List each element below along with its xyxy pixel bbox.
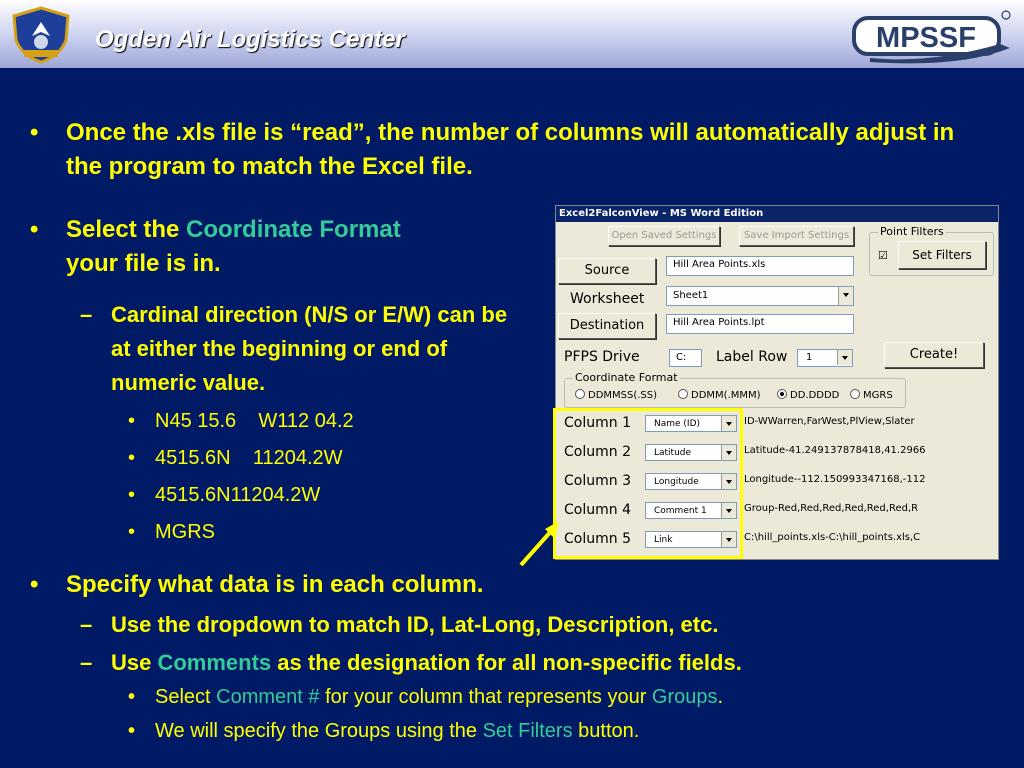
radio-label: DDMM(.MMM) bbox=[691, 390, 761, 401]
radio-label: DDMMSS(.SS) bbox=[588, 390, 658, 401]
coordinate-format-group bbox=[564, 371, 906, 408]
worksheet-label: Worksheet bbox=[570, 291, 645, 307]
pfps-drive-field[interactable]: C: bbox=[669, 349, 702, 367]
column-3-preview: Longitude--112.150993347168,-112 bbox=[744, 474, 926, 485]
column-2-type-value: Latitude bbox=[654, 448, 692, 458]
column-4-label: Column 4 bbox=[564, 502, 631, 518]
radio-label: DD.DDDD bbox=[790, 390, 840, 401]
bullet-specify-data: Specify what data is in each column. bbox=[66, 571, 484, 598]
bullet-text: your file is in. bbox=[66, 250, 221, 277]
sub-sub-bullet-set-filters bbox=[155, 718, 639, 744]
columns-highlight-box bbox=[553, 408, 743, 559]
radio-selected-icon bbox=[777, 389, 787, 399]
bullet-dot: • bbox=[30, 571, 39, 598]
column-3-type-value: Longitude bbox=[654, 477, 699, 487]
radio-label: MGRS bbox=[863, 390, 893, 401]
column-5-type-value: Link bbox=[654, 535, 673, 545]
dash-marker: – bbox=[80, 302, 93, 327]
sub-bullet-dropdown: Use the dropdown to match ID, Lat-Long, Description, etc. bbox=[111, 612, 719, 637]
svg-text:MPSSF: MPSSF bbox=[876, 22, 976, 54]
bullet-text: We will specify the Groups using the bbox=[155, 720, 483, 742]
bullet-dot: • bbox=[128, 521, 136, 543]
page-title: Ogden Air Logistics Center bbox=[95, 26, 405, 53]
bullet-text: . bbox=[717, 686, 724, 708]
create-button[interactable]: Create! bbox=[884, 342, 984, 368]
bullet-dot: • bbox=[128, 720, 136, 742]
bullet-text: as the designation for all non-specific fields. bbox=[271, 650, 742, 675]
column-1-type-value: Name (ID) bbox=[654, 419, 701, 429]
example-2: 4515.6N 11204.2W bbox=[155, 447, 343, 469]
sub-sub-bullet-select-comment bbox=[155, 684, 723, 710]
radio-icon bbox=[678, 389, 688, 399]
column-1-preview: ID-WWarren,FarWest,PlView,Slater bbox=[744, 416, 915, 427]
bullet-dot: • bbox=[128, 484, 136, 506]
bullet-text: for your column that represents your bbox=[319, 686, 652, 708]
column-2-preview: Latitude-41.249137878418,41.2966 bbox=[744, 445, 926, 456]
chevron-down-icon[interactable] bbox=[837, 350, 852, 365]
bullet-coordinate-format bbox=[66, 213, 526, 281]
highlight-comments: Comments bbox=[157, 650, 272, 675]
highlight-comment-number: Comment # bbox=[216, 686, 320, 708]
bullet-text: Use bbox=[111, 650, 158, 675]
pointer-arrow-icon bbox=[515, 515, 565, 570]
header-rule bbox=[0, 68, 1024, 71]
highlight-coordinate-format: Coordinate Format bbox=[186, 216, 401, 243]
dash-marker: – bbox=[80, 650, 93, 675]
destination-field[interactable]: Hill Area Points.lpt bbox=[666, 314, 854, 334]
source-button[interactable]: Source bbox=[558, 258, 656, 284]
bullet-text: button. bbox=[572, 720, 640, 742]
bullet-dot: • bbox=[128, 686, 136, 708]
bullet-dot: • bbox=[128, 410, 136, 432]
bullet-text: Select the bbox=[66, 216, 187, 243]
bullet-file-read: Once the .xls file is “read”, the number of columns will automatically adjust in the program to match the Excel file. bbox=[66, 119, 955, 180]
point-filters-label: Point Filters bbox=[880, 225, 944, 238]
coordinate-format-label: Coordinate Format bbox=[575, 371, 678, 384]
label-row-value: 1 bbox=[806, 352, 813, 363]
column-4-preview: Group-Red,Red,Red,Red,Red,Red,R bbox=[744, 503, 919, 514]
worksheet-select[interactable] bbox=[666, 286, 854, 306]
bullet-text: Select bbox=[155, 686, 217, 708]
destination-button[interactable]: Destination bbox=[558, 313, 656, 339]
open-saved-settings-button[interactable]: Open Saved Settings bbox=[608, 226, 720, 246]
sub-bullet-comments bbox=[111, 646, 742, 680]
worksheet-value: Sheet1 bbox=[673, 290, 709, 301]
bullet-dot: • bbox=[30, 119, 39, 146]
radio-ddmm[interactable] bbox=[678, 389, 761, 401]
dialog-title-bar: Excel2FalconView - MS Word Edition bbox=[556, 206, 998, 222]
column-2-label: Column 2 bbox=[564, 444, 631, 460]
pfps-drive-label: PFPS Drive bbox=[564, 349, 640, 365]
example-1: N45 15.6 W112 04.2 bbox=[155, 410, 354, 432]
column-5-label: Column 5 bbox=[564, 531, 631, 547]
column-3-label: Column 3 bbox=[564, 473, 631, 489]
air-force-seal-icon bbox=[10, 6, 72, 64]
column-1-label: Column 1 bbox=[564, 415, 631, 431]
dash-marker: – bbox=[80, 612, 93, 637]
radio-icon bbox=[850, 389, 860, 399]
point-filters-group bbox=[869, 225, 994, 276]
sub-bullet-cardinal: Cardinal direction (N/S or E/W) can be at either the beginning or end of numeric value. bbox=[111, 302, 508, 395]
radio-icon bbox=[575, 389, 585, 399]
example-3: 4515.6N11204.2W bbox=[155, 484, 321, 506]
label-row-select[interactable] bbox=[797, 349, 853, 367]
example-4: MGRS bbox=[155, 521, 215, 543]
highlight-groups: Groups bbox=[651, 686, 718, 708]
save-import-settings-button[interactable]: Save Import Settings bbox=[739, 226, 854, 246]
highlight-set-filters: Set Filters bbox=[482, 720, 573, 742]
chevron-down-icon[interactable] bbox=[838, 287, 853, 305]
radio-ddmmss[interactable] bbox=[575, 389, 657, 401]
filters-checkbox[interactable]: ☑ bbox=[878, 249, 888, 262]
set-filters-button[interactable]: Set Filters bbox=[898, 241, 986, 269]
bullet-dot: • bbox=[30, 216, 39, 243]
label-row-label: Label Row bbox=[716, 349, 788, 365]
bullet-dot: • bbox=[128, 447, 136, 469]
mpssf-logo bbox=[850, 8, 1015, 66]
radio-dd-dddd[interactable] bbox=[777, 389, 839, 401]
radio-mgrs[interactable] bbox=[850, 389, 893, 401]
column-5-preview: C:\hill_points.xls-C:\hill_points.xls,C bbox=[744, 532, 921, 543]
column-4-type-value: Comment 1 bbox=[654, 506, 707, 516]
source-field[interactable]: Hill Area Points.xls bbox=[666, 256, 854, 276]
